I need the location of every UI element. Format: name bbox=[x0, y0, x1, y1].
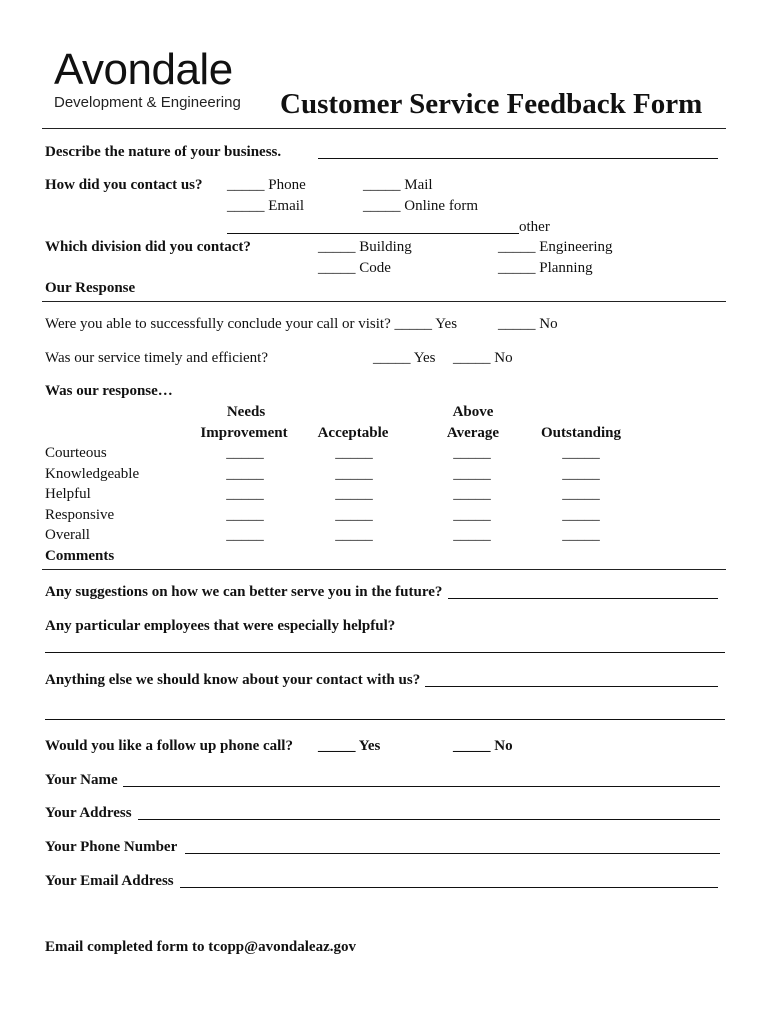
comments-heading: Comments bbox=[45, 548, 115, 564]
division-option-code[interactable]: _____ Code bbox=[318, 260, 391, 276]
logo-wordmark: Avondale bbox=[54, 45, 233, 94]
rating-blank[interactable]: _____ bbox=[453, 445, 491, 461]
contact-other-label: other bbox=[519, 219, 550, 235]
suggestions-question: Any suggestions on how we can better serve you in the future? bbox=[45, 584, 443, 600]
followup-question: Would you like a follow up phone call? bbox=[45, 738, 293, 754]
contact-option-email[interactable]: _____ Email bbox=[227, 198, 305, 214]
rating-blank[interactable]: _____ bbox=[562, 527, 600, 543]
column-header-line2: Average bbox=[446, 425, 500, 441]
rating-blank[interactable]: _____ bbox=[226, 486, 264, 502]
submission-instructions: Email completed form to tcopp@avondaleaz.gov bbox=[45, 939, 357, 955]
rating-blank[interactable]: _____ bbox=[226, 445, 264, 461]
contact-other-line[interactable] bbox=[227, 233, 519, 234]
conclude-question: Were you able to successfully conclude your call or visit? _____ Yes bbox=[45, 316, 458, 332]
response-divider bbox=[42, 301, 726, 302]
division-label: Which division did you contact? bbox=[45, 239, 251, 255]
rating-blank[interactable]: _____ bbox=[453, 466, 491, 482]
your-address-label: Your Address bbox=[45, 805, 132, 821]
form-title: Customer Service Feedback Form bbox=[280, 88, 703, 120]
suggestions-line[interactable] bbox=[448, 598, 718, 599]
timely-question: Was our service timely and efficient? bbox=[45, 350, 269, 366]
division-option-planning[interactable]: _____ Planning bbox=[498, 260, 593, 276]
rating-blank[interactable]: _____ bbox=[562, 486, 600, 502]
business-nature-line[interactable] bbox=[318, 158, 718, 159]
contact-option-online-form[interactable]: _____ Online form bbox=[363, 198, 478, 214]
rating-blank[interactable]: _____ bbox=[226, 507, 264, 523]
rating-blank[interactable]: _____ bbox=[562, 445, 600, 461]
rating-row-label: Courteous bbox=[45, 445, 107, 461]
rating-blank[interactable]: _____ bbox=[562, 466, 600, 482]
employees-question: Any particular employees that were especially helpful? bbox=[45, 618, 396, 634]
rating-blank[interactable]: _____ bbox=[335, 445, 373, 461]
conclude-no-option[interactable]: _____ No bbox=[498, 316, 558, 332]
contact-option-phone[interactable]: _____ Phone bbox=[227, 177, 306, 193]
rating-blank[interactable]: _____ bbox=[335, 527, 373, 543]
rating-blank[interactable]: _____ bbox=[335, 507, 373, 523]
your-phone-line[interactable] bbox=[185, 853, 720, 854]
contact-option-mail[interactable]: _____ Mail bbox=[363, 177, 433, 193]
followup-yes-option[interactable]: _____ Yes bbox=[318, 738, 381, 754]
anything-else-question: Anything else we should know about your contact with us? bbox=[45, 672, 421, 688]
your-name-label: Your Name bbox=[45, 772, 118, 788]
contact-method-label: How did you contact us? bbox=[45, 177, 203, 193]
anything-else-line[interactable] bbox=[425, 686, 718, 687]
logo-subtitle: Development & Engineering bbox=[54, 94, 241, 111]
rating-blank[interactable]: _____ bbox=[453, 527, 491, 543]
rating-blank[interactable]: _____ bbox=[335, 466, 373, 482]
rating-row-label: Responsive bbox=[45, 507, 115, 523]
your-email-label: Your Email Address bbox=[45, 873, 174, 889]
column-header-line1: Above bbox=[452, 404, 494, 420]
rating-blank[interactable]: _____ bbox=[226, 466, 264, 482]
rating-blank[interactable]: _____ bbox=[453, 507, 491, 523]
your-address-line[interactable] bbox=[138, 819, 720, 820]
employees-line[interactable] bbox=[45, 652, 725, 653]
column-header-line2: Outstanding bbox=[540, 425, 622, 441]
column-header-line2: Improvement bbox=[200, 425, 288, 441]
your-phone-label: Your Phone Number bbox=[45, 839, 178, 855]
column-header-line1: Needs bbox=[226, 404, 266, 420]
business-nature-label: Describe the nature of your business. bbox=[45, 144, 282, 160]
your-name-line[interactable] bbox=[123, 786, 720, 787]
our-response-heading: Our Response bbox=[45, 280, 136, 296]
rating-blank[interactable]: _____ bbox=[453, 486, 491, 502]
timely-yes-option[interactable]: _____ Yes bbox=[373, 350, 436, 366]
followup-no-option[interactable]: _____ No bbox=[453, 738, 513, 754]
timely-no-option[interactable]: _____ No bbox=[453, 350, 513, 366]
column-header-line2: Acceptable bbox=[317, 425, 389, 441]
division-option-building[interactable]: _____ Building bbox=[318, 239, 412, 255]
rating-blank[interactable]: _____ bbox=[335, 486, 373, 502]
response-rating-label: Was our response… bbox=[45, 383, 173, 399]
anything-else-line-2[interactable] bbox=[45, 719, 725, 720]
rating-blank[interactable]: _____ bbox=[562, 507, 600, 523]
comments-divider bbox=[42, 569, 726, 570]
rating-row-label: Helpful bbox=[45, 486, 91, 502]
division-option-engineering[interactable]: _____ Engineering bbox=[498, 239, 613, 255]
header-divider bbox=[42, 128, 726, 129]
your-email-line[interactable] bbox=[180, 887, 718, 888]
rating-row-label: Knowledgeable bbox=[45, 466, 140, 482]
rating-blank[interactable]: _____ bbox=[226, 527, 264, 543]
rating-row-label: Overall bbox=[45, 527, 90, 543]
